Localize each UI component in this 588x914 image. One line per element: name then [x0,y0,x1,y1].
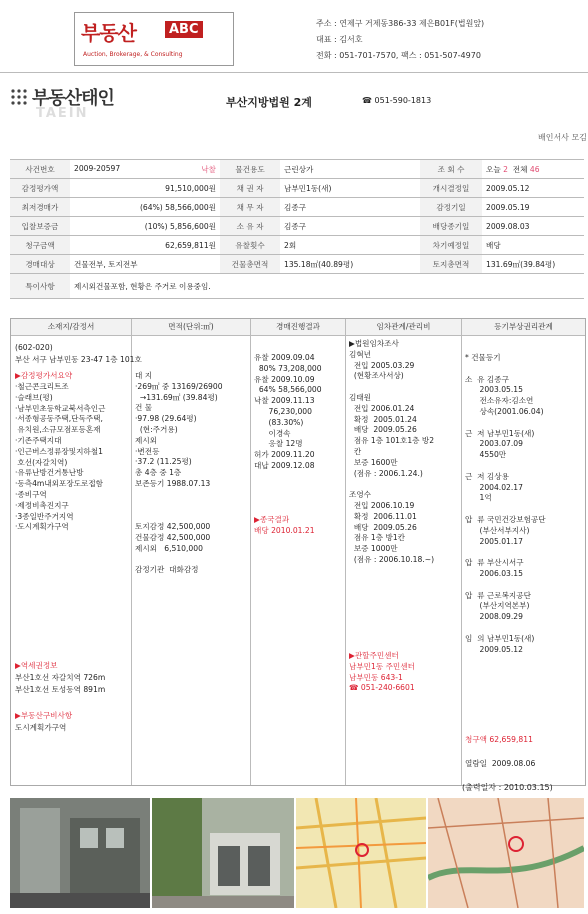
dist-label: 배당종기일 [420,217,482,236]
court-name: 부산지방법원 2계 [226,96,312,109]
office-ceo: 대표 : 김서호 [316,35,363,44]
summary-row [10,198,584,217]
debtor-label: 채 무 자 [220,198,280,217]
appraisal-summary-heading: ▶감정평가서요약 [15,371,73,380]
brand-name: 부동산태인 [32,88,114,109]
summary-row [10,160,584,179]
creditor-label: 채 권 자 [220,179,280,198]
debtor-value: 김종구 [280,198,420,217]
community-center: ▶관할주민센터 남부민1동 주민센터 남부민동 643-1 ☎ 051-240-6601 [349,651,415,693]
claim-value: 62,659,811원 [70,236,220,255]
owner-value: 김종구 [280,217,420,236]
property-extra-heading: ▶부동산구비사항 [15,711,73,720]
target-value: 건물전부, 토지전부 [70,255,220,274]
summary-row [10,236,584,255]
col-head-tenant: 임차관계/관리비 [346,319,461,336]
appraisal-value: 91,510,000원 [70,179,220,198]
logo-badge: ABC [165,21,203,38]
zip-code: (602-020) [15,343,53,352]
target-label: 경매대상 [10,255,70,274]
minbid-label: 최저경매가 [10,198,70,217]
brand-dots-icon [10,88,28,110]
area-details: 대 지 ·269㎡ 중 13169/26900 →131.69㎡ (39.84평) 건 물 ·97.98 (29.64평) (현:주거용) 제시외 ·변전등 ·37.2 (11.25평) 총 4층 중 1층 보존등기 1988.07.13 토지감정 42,500,000 건물감정 42,500,000 제시외 6,510,000 감정기관 대화감정 [135,371,223,575]
bldg-area-label: 건물총면적 [220,255,280,274]
minbid-value: (64%) 58,566,000원 [70,198,220,217]
summary-row [10,274,584,299]
case-label: 사건번호 [10,160,70,179]
col-divider [345,319,346,785]
col-head-result: 경매진행결과 [251,319,345,336]
final-result: ▶종국결과 배당 2010.01.21 [254,515,315,535]
paper-note: 배인서사 모김 [538,133,587,142]
col-head-location: 소재지/감정서 [11,319,131,336]
summary-row [10,217,584,236]
claim-label: 청구금액 [10,236,70,255]
header [0,0,588,72]
deposit-label: 입찰보증금 [10,217,70,236]
registry-read-date: 열람일 2009.08.06 [465,759,536,768]
abc-logo [74,12,234,66]
dist-value: 2009.08.03 [482,217,584,236]
case-number-cell [70,160,220,179]
tenant-details: ▶법원임차조사 김혁년 전입 2005.03.29 (현황조사서상) 김태원 전입 2006.01.24 확정 2005.01.24 배당 2009.05.26 점유 1층 101호1층 방2 칸 보증 1600만 (점유 : 2006.1.24.) 조영수 전입 2006.10.19 확정 2006.11.01 배당 2009.05.26 점유 1층 방1칸 보증 1000만 (점유 : 2006.10.18.~) [349,339,435,564]
col-divider [250,319,251,785]
land-area-label: 토지총면적 [420,255,482,274]
views-today: 2 [503,164,508,174]
location-map [296,798,426,908]
col-divider [461,319,462,785]
station-info-1: 부산1호선 자갈치역 726m [15,673,106,682]
registry-details: * 건물등기 소 유 김종구 2003.05.15 전소유자:김소연 상속(2001.06.04) 근 저 남부민1동(새) 2003.07.09 4550만 근 저 김상용 2004.02.17 1억 압 류 국민건강보험공단 (부산서부지사) 2005.01.17 압 류 부산시서구 2006.03.15 압 류 근로복지공단 (부산지역본부) 2008.09.29 임 의 남부민1동(새) 2009.05.12 [465,353,546,654]
fail-label: 유찰횟수 [220,236,280,255]
header-divider [0,72,588,73]
print-date: (출력일자 : 2010.03.15) [462,783,553,792]
use-label: 물건용도 [220,160,280,179]
case-status: 낙찰 [201,164,216,174]
deposit-value: (10%) 5,856,600원 [70,217,220,236]
detail-section [10,318,586,786]
creditor-value: 남부민1동(새) [280,179,420,198]
office-address: 주소 : 연제구 거제동386-33 제은B01F(법원앞) [316,19,485,28]
property-extra-text: 도시계획가구역 [15,723,67,732]
next-label: 차기예정일 [420,236,482,255]
summary-row [10,255,584,274]
station-info-2: 부산1호선 토성동역 891m [15,685,106,694]
special-value: 제시외건물포함, 현황은 주거로 이용중임. [70,274,584,299]
court-phone: ☎ 051-590-1813 [362,96,432,105]
fail-value: 2회 [280,236,420,255]
col-divider [131,319,132,785]
appraisal-summary-list: ·철근콘크리트조 ·슬래브(평) ·남부민초등학교북서측인근 ·서종형공동주택,단독주택, 유치원,소규모점포등혼재 ·기존주택지대 ·인근버스정류장및지하철1 호선(자갈치역) ·유류난방건거통난방 ·동측4m내외포장도로접함 ·종비구역 ·제정비촉진지구 ·3종일반주거지역 ·도시계획가구역 [15,382,106,532]
taein-brand [10,82,210,122]
brand-subtitle: TAEIN [36,106,89,121]
special-label: 특이사항 [10,274,70,299]
logo-subtitle: Auction, Brokerage, & Consulting [83,51,183,58]
logo-main-text: 부동산 [81,21,136,45]
bldg-area-value: 135.18㎡(40.89평) [280,255,420,274]
appraisal-label: 감정평가액 [10,179,70,198]
land-area-value: 131.69㎡(39.84평) [482,255,584,274]
views-label: 조 회 수 [420,160,482,179]
col-head-registry: 등기부상권리관계 [462,319,585,336]
property-address: 부산 서구 남부민동 23-47 1층 101호 [15,355,142,364]
office-phone: 전화 : 051-701-7570, 팩스 : 051-507-4970 [316,51,481,60]
appr-date-value: 2009.05.19 [482,198,584,217]
next-value: 배당 [482,236,584,255]
case-number: 2009-20597 [74,163,121,173]
building-photo-2 [152,798,294,908]
owner-label: 소 유 자 [220,217,280,236]
appr-date-label: 감정기일 [420,198,482,217]
use-value: 근린상가 [280,160,420,179]
summary-table [10,159,584,299]
registry-claim: 청구액 62,659,811 [465,735,533,744]
views-today-label: 오늘 [486,164,501,174]
auction-results: 유찰 2009.09.04 80% 73,208,000 유찰 2009.10.09 64% 58,566,000 낙찰 2009.11.13 76,230,000 (83.30%) 이경속 응찰 12명 허가 2009.11.20 대납 2009.12.08 [254,353,322,470]
cadastral-map [428,798,584,908]
views-cell [482,160,584,179]
views-total-label: 전체 [512,164,528,174]
start-value: 2009.05.12 [482,179,584,198]
building-photo-1 [10,798,150,908]
col-head-area: 면적(단위:㎡) [132,319,250,336]
start-label: 개시결정일 [420,179,482,198]
summary-row [10,179,584,198]
views-total: 46 [529,164,540,174]
station-info-heading: ▶역세권정보 [15,661,58,670]
